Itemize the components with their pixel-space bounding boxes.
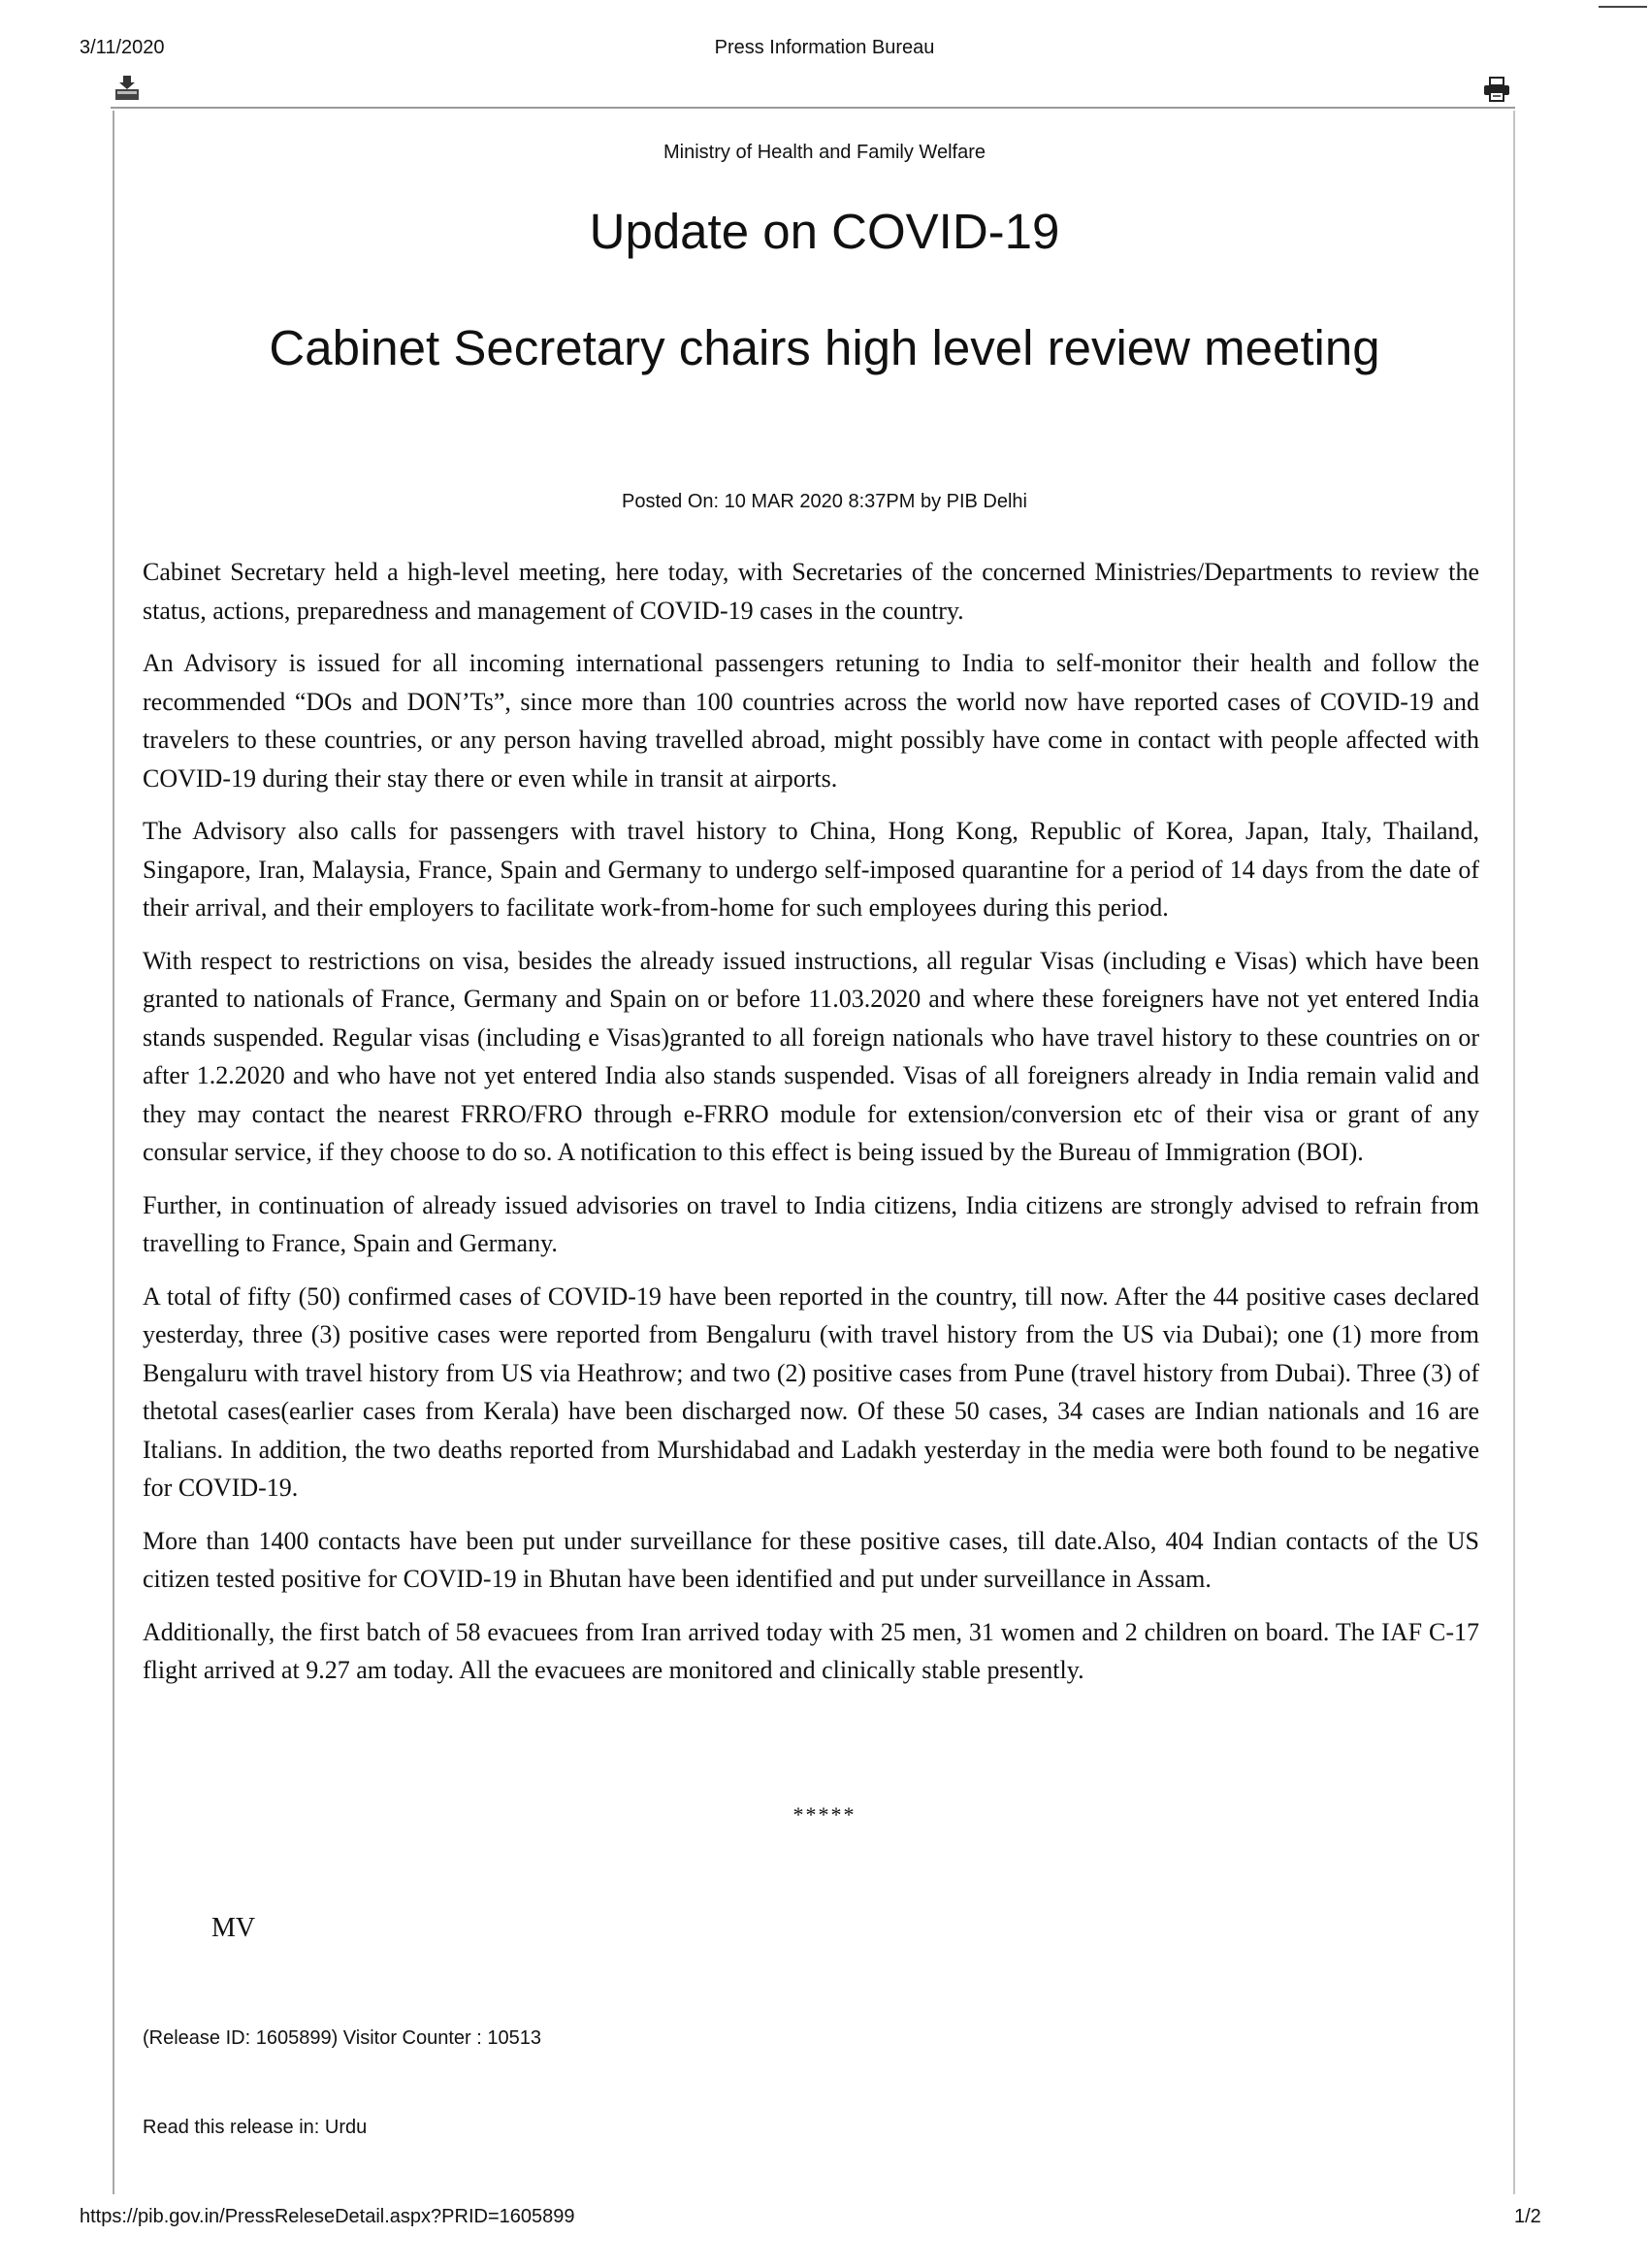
body-paragraph: Further, in continuation of already issued advisories on travel to India citizens, India citizens are strongly advised to refrain from travelling to France, Spain and Germany. xyxy=(143,1190,1479,1257)
read-in-language xyxy=(143,2117,367,2139)
release-id: (Release ID: 1605899) Visitor Counter : 10513 xyxy=(143,2027,541,2049)
body-paragraph: A total of fifty (50) confirmed cases of COVID-19 have been reported in the country, till now. After the 44 positive cases declared yesterday, three (3) positive cases were reported from Bengaluru (with travel history from the US via Dubai); one (1) more from Bengaluru with travel history from US via Heathrow; and two (2) positive cases from Pune (travel history from Dubai). Three (3) of thetotal cases(earlier cases from Kerala) have been discharged now. Of these 50 cases, 34 cases are Indian nationals and 16 are Italians. In addition, the two deaths reported from Murshidabad and Ladakh yesterday in the media were both found to be negative for COVID-19. xyxy=(143,1281,1479,1502)
body-paragraph: Cabinet Secretary held a high-level meeting, here today, with Secretaries of the concerned Ministries/Departments to review the status, actions, preparedness and management of COVID-19 cases in the country. xyxy=(143,558,1479,625)
language-link-urdu[interactable]: Urdu xyxy=(324,2117,368,2138)
pdf-download-icon[interactable] xyxy=(113,74,142,103)
body-paragraph: An Advisory is issued for all incoming international passengers retuning to India to self-monitor their health and follow the recommended “DOs and DON’Ts”, since more than 100 countries across the world now have reported cases of COVID-19 and travelers to these countries, or any person having travelled abroad, might possibly have come in contact with people affected with COVID-19 during their stay there or even while in transit at airports. xyxy=(143,649,1479,793)
author-initials: MV xyxy=(211,1913,256,1943)
body-paragraph: With respect to restrictions on visa, besides the already issued instructions, all regular Visas (including e Visas) which have been granted to nationals of France, Germany and Spain on or before 11.03.2020 and where these foreigners have not yet entered India stands suspended. Regular visas (including e Visas)granted to all foreign nationals who have travel history to these countries on or after 1.2.2020 and who have not yet entered India also stands suspended. Visas of all foreigners already in India remain valid and they may contact the nearest FRRO/FRO through e-FRRO module for extension/conversion etc of their visa or grant of any consular service, if they choose to do so. A notification to this effect is being issued by the Bureau of Immigration (BOI). xyxy=(143,946,1479,1166)
release-body xyxy=(143,553,1479,1704)
scan-corner-mark xyxy=(1599,6,1647,8)
section-separator: ***** xyxy=(792,1802,857,1827)
print-date: 3/11/2020 xyxy=(80,37,165,58)
read-label: Read this release in: xyxy=(143,2117,325,2138)
body-paragraph: The Advisory also calls for passengers with travel history to China, Hong Kong, Republic of Korea, Japan, Italy, Thailand, Singapore, Iran, Malaysia, France, Spain and Germany to undergo self-imposed quarantine for a period of 14 days from the date of their arrival, and their employers to facilitate work-from-home for such employees during this period. xyxy=(143,817,1479,922)
page-number: 1/2 xyxy=(1514,2206,1541,2227)
site-title: Press Information Bureau xyxy=(714,37,935,58)
body-paragraph: More than 1400 contacts have been put under surveillance for these positive cases, till date.Also, 404 Indian contacts of the US citizen tested positive for COVID-19 in Bhutan have been identified and put under surveillance in Assam. xyxy=(143,1526,1479,1593)
page-url: https://pib.gov.in/PressReleseDetail.aspx?PRID=1605899 xyxy=(80,2206,575,2227)
ministry-name: Ministry of Health and Family Welfare xyxy=(663,142,986,163)
body-paragraph: Additionally, the first batch of 58 evacuees from Iran arrived today with 25 men, 31 women and 2 children on board. The IAF C-17 flight arrived at 9.27 am today. All the evacuees are monitored and clinically stable presently. xyxy=(143,1617,1479,1684)
page-subtitle: Cabinet Secretary chairs high level review meeting xyxy=(269,320,1380,375)
posted-on: Posted On: 10 MAR 2020 8:37PM by PIB Delhi xyxy=(622,491,1027,512)
header-rule xyxy=(111,107,1515,109)
printer-icon[interactable] xyxy=(1482,76,1511,103)
page-title: Update on COVID-19 xyxy=(589,204,1060,259)
